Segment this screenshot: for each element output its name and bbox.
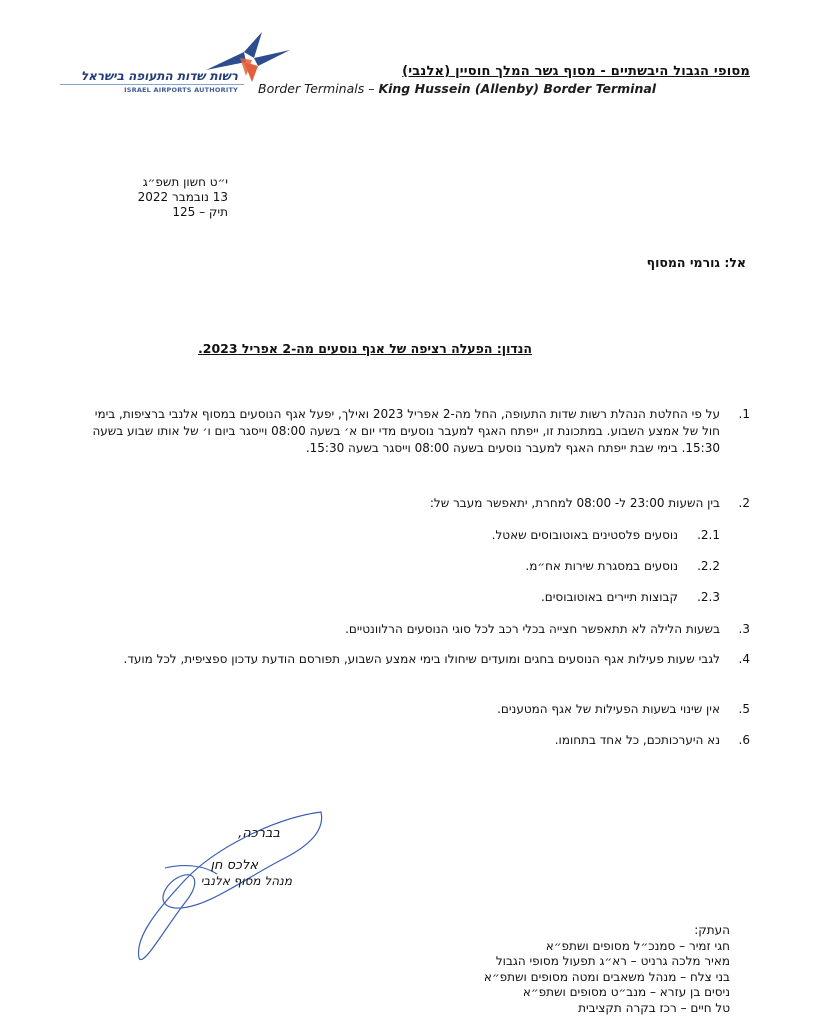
item-text: נא היערכותכם, כל אחד בתחומו.	[554, 733, 720, 747]
item-text: בין השעות 23:00 ל- 08:00 למחרת, יתאפשר מעבר של:	[429, 496, 720, 510]
item-text: על פי החלטת הנהלת רשות שדות התעופה, החל מה-2 אפריל 2023 ואילך, יפעל אגף הנוסעים במסוף אלנבי ברציפות, בימי חול של אמצע השבוע. במתכונת זו, ייפתח האגף למעבר נוסעים מדי יום א׳ בשעה 08:00 וייסגר ביום ו׳ של אותו שבוע בשעה 15:30. בימי שבת ייפתח האגף למעבר נוסעים בשעה 08:00 וייסגר בשעה 15:30.	[92, 407, 720, 455]
subitem-text: נוסעים במסגרת שירות אח״מ.	[525, 559, 678, 573]
cc-label: העתק:	[694, 923, 730, 937]
cc-recipient: ניסים בן עזרא – מנב״ט מסופים ושתפ״א	[522, 985, 730, 999]
subitem-number: 2.1.	[697, 528, 720, 542]
item-number: 4.	[738, 652, 750, 666]
org-name-hebrew: רשות שדות התעופה בישראל	[80, 69, 238, 83]
list-item	[80, 406, 750, 478]
header-title-english-prefix: Border Terminals –	[258, 81, 379, 96]
list-item	[200, 621, 750, 639]
item-text: לגבי שעות פעילות אגף הנוסעים בחגים ומועדים שיחולו בימי אמצע השבוע, תפורסם הודעת עדכון ספציפית, לכל מועד.	[123, 652, 720, 666]
recipient-line: אל: גורמי המסוף	[646, 255, 746, 270]
sub-list-item	[300, 527, 720, 545]
file-number: תיק – 125	[172, 205, 228, 219]
list-item	[80, 651, 750, 687]
cc-recipient: בני צלח – מנהל משאבים ומטה מסופים ושתפ״א	[483, 969, 730, 984]
date-hebrew: י״ט חשון תשפ״ג	[142, 175, 228, 189]
subitem-text: קבוצות תיירים באוטובוסים.	[540, 590, 678, 604]
item-number: 3.	[738, 622, 750, 636]
item-number: 2.	[738, 496, 750, 510]
header-title-english-terminal: King Hussein (Allenby) Border Terminal	[378, 81, 657, 96]
item-text: אין שינוי בשעות הפעילות של אגף המטענים.	[497, 702, 720, 716]
item-number: 1.	[738, 407, 750, 421]
cc-recipient: חגי זמיר – סמנכ״ל מסופים ושתפ״א	[545, 938, 730, 953]
signer-title: מנהל מסוף אלנבי	[200, 874, 292, 888]
list-item	[300, 732, 750, 750]
header-title-hebrew: מסופי הגבול היבשתיים - מסוף גשר המלך חוסיין (אלנבי)	[402, 64, 750, 79]
cc-list	[420, 923, 730, 1016]
date-gregorian: 13 נובמבר 2022	[137, 190, 228, 204]
sub-list-item	[300, 589, 720, 607]
subitem-number: 2.2.	[697, 559, 720, 573]
cc-recipient: מאיר מלכה גרניט – רא״ג תפעול מסופי הגבול	[495, 954, 730, 968]
item-number: 6.	[738, 733, 750, 747]
cc-recipient: טל חיים – רכז בקרה תקציבית	[578, 1000, 730, 1015]
subitem-text: נוסעים פלסטינים באוטובוסים שאטל.	[491, 528, 678, 542]
list-item	[300, 495, 750, 513]
item-number: 5.	[738, 702, 750, 716]
subitem-number: 2.3.	[697, 590, 720, 604]
signer-name: אלכס חן	[210, 858, 258, 873]
closing-blessing: בברכה,	[238, 826, 280, 841]
org-name-english: ISRAEL AIRPORTS AUTHORITY	[124, 86, 238, 94]
subject-line: הנדון: הפעלה רציפה של אגף נוסעים מה-2 אפריל 2023.	[198, 341, 532, 356]
item-text: בשעות הלילה לא תתאפשר חצייה בכלי רכב לכל סוגי הנוסעים הרלוונטיים.	[345, 622, 720, 636]
header-title-english	[258, 81, 718, 96]
logo-divider	[60, 84, 244, 85]
list-item	[300, 701, 750, 719]
sub-list-item	[300, 558, 720, 576]
